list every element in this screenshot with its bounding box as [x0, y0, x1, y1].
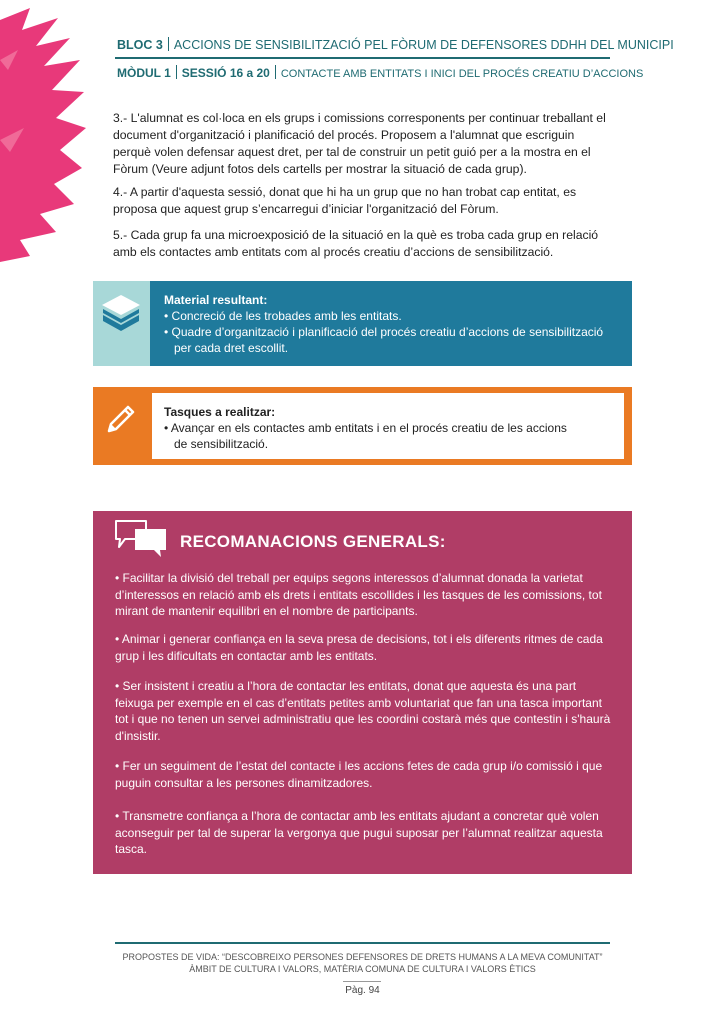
sessio-label: SESSIÓ 16 a 20	[181, 66, 270, 80]
tasques-box	[93, 387, 632, 465]
paragraph-5: 5.- Cada grup fa una microexposició de la situació en la què es troba cada grup en relació amb els contactes amb entitats com al procés creatiu d’accions de sensibilització.	[113, 228, 599, 259]
recomanacions-box	[93, 511, 632, 874]
speech-bubbles-icon	[113, 517, 169, 557]
separator	[275, 65, 276, 79]
recomanacio-item: • Transmetre confiança a l’hora de contactar amb les entitats ajudant a concretar què volen aconseguir per tal de superar la vergonya que pugui suposar per l’alumnat realitzar aquesta tasca.	[115, 809, 603, 857]
tasques-title: Tasques a realitzar:	[164, 405, 276, 419]
material-icon-panel	[93, 281, 150, 366]
material-resultant-box	[93, 281, 632, 366]
separator	[176, 65, 177, 79]
footer-line-2: ÀMBIT DE CULTURA I VALORS, MATÈRIA COMUNA DE CULTURA I VALORS ÈTICS	[189, 964, 536, 974]
header-rule	[115, 57, 610, 59]
tasques-item: • Avançar en els contactes amb entitats i en el procés creatiu de les accions	[164, 421, 567, 435]
separator	[168, 37, 169, 51]
header-bloc	[117, 37, 674, 52]
recomanacio-item: • Fer un seguiment de l’estat del contacte i les accions fetes de cada grup i/o comissió i que puguin consultar a les persones dinamitzadores.	[115, 759, 603, 790]
material-item: • Quadre d’organització i planificació del procés creatiu d’accions de sensibilització	[164, 325, 604, 339]
tasques-item-continued: de sensibilització.	[174, 437, 269, 451]
footer-rule	[115, 942, 610, 944]
header-modul	[117, 65, 643, 80]
sessio-title: CONTACTE AMB ENTITATS I INICI DEL PROCÉS CREATIU D’ACCIONS	[280, 68, 644, 80]
bloc-label: BLOC 3	[117, 38, 163, 52]
pencil-icon	[103, 401, 139, 437]
recomanacions-title: RECOMANACIONS GENERALS:	[180, 532, 446, 551]
paragraph-4: 4.- A partir d'aquesta sessió, donat que hi ha un grup que no han trobat cap entitat, es proposa que aquest grup s’encarregui d’iniciar l'organització del Fòrum.	[113, 185, 577, 216]
paragraph-3: 3.- L'alumnat es col·loca en els grups i comissions corresponents per continuar treballant el document d'organització i planificació del procés. Proposem a l'alumnat que escriguin perquè volen defensar aquest dret, per tal de construir un petit guió per a la mostra en el Fòrum (Veure adjunt fotos dels cartells per mostrar la situació de cada grup).	[113, 111, 606, 176]
page-number: Pàg. 94	[345, 985, 380, 996]
layers-icon	[93, 281, 150, 366]
recomanacio-item: • Ser insistent i creatiu a l’hora de contactar les entitats, donat que aquesta és una part feixuga per exemple en el cas d’entitats petites amb voluntariat que fan una tasca important tot i que no tenen un servei administratiu que les coordini costarà més que contestin i s'haurà d'insistir.	[115, 679, 611, 744]
pink-brush-decoration	[0, 0, 90, 270]
modul-label: MÒDUL 1	[117, 66, 171, 80]
material-item-continued: per cada dret escollit.	[174, 341, 289, 355]
recomanacio-item: • Animar i generar confiança en la seva presa de decisions, tot i els diferents ritmes de cada grup i les dificultats en contactar amb les entitats.	[115, 632, 603, 663]
material-item: • Concreció de les trobades amb les entitats.	[164, 309, 402, 323]
footer-line-1: PROPOSTES DE VIDA: “DESCOBREIXO PERSONES DEFENSORES DE DRETS HUMANS A LA MEVA COMUNITAT”	[122, 952, 603, 962]
bloc-title: ACCIONS DE SENSIBILITZACIÓ PEL FÒRUM DE DEFENSORES DDHH DEL MUNICIPI	[173, 38, 674, 52]
recomanacio-item: • Facilitar la divisió del treball per equips segons interessos d’alumnat donada la varietat d’interessos en relació amb els drets i entitats escollides i les tasques de les comissions, tot mirant de mantenir equilibri en el nombre de participants.	[115, 571, 602, 619]
page-number-rule	[343, 981, 381, 982]
material-title: Material resultant:	[164, 293, 268, 307]
tasques-panel	[152, 393, 624, 459]
